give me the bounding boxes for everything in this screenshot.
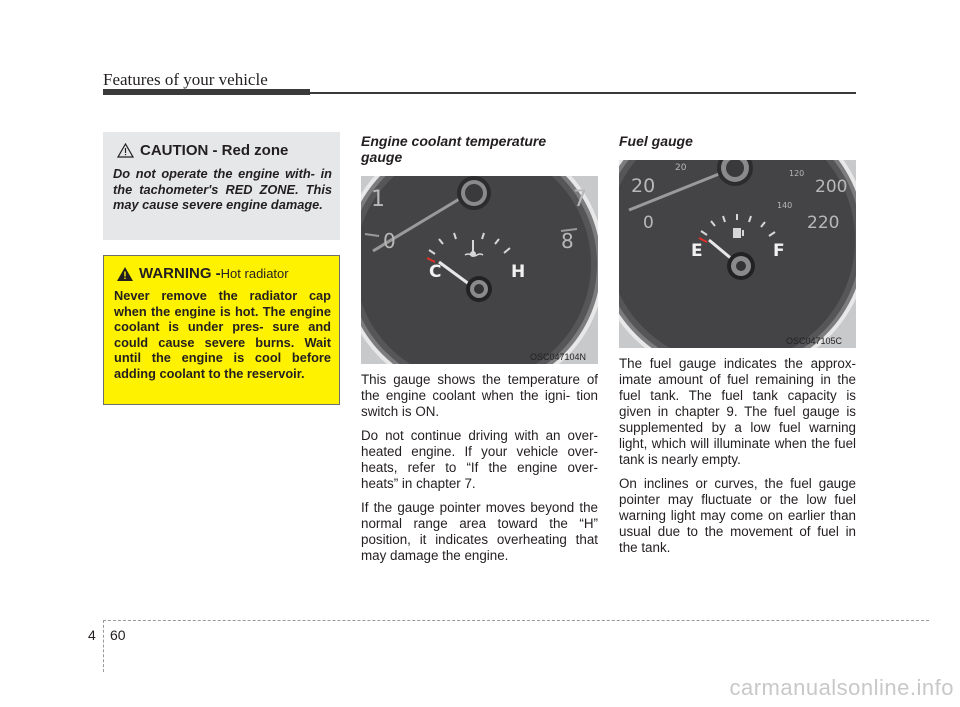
fuel-body — [619, 356, 856, 564]
fuel-scale-220: 220 — [807, 213, 840, 233]
fuel-gauge-figure — [619, 160, 856, 348]
fuel-f-label: F — [773, 241, 785, 261]
coolant-gauge-figure — [361, 176, 598, 364]
watermark: carmanualsonline.info — [729, 675, 954, 700]
fuel-scale-20-small: 20 — [675, 163, 687, 173]
warning-header — [116, 265, 331, 282]
header-rule-thin — [310, 92, 856, 94]
warning-box — [103, 255, 340, 405]
warning-triangle-icon — [116, 266, 134, 282]
fuel-scale-0: 0 — [643, 213, 654, 233]
caution-text: Do not operate the engine with- in the tachometer's RED ZONE. This may cause severe engine damage. — [113, 166, 332, 212]
fuel-heading: Fuel gauge — [619, 133, 693, 149]
warning-text: Never remove the radiator cap when the engine is hot. The engine coolant is under pres- sure and could cause severe burns. Wait until the engine is cool before adding coolant to the reservoir. — [114, 288, 331, 381]
chapter-number: 4 — [88, 627, 96, 643]
caution-box — [103, 132, 340, 240]
coolant-gauge-illustration — [361, 176, 598, 364]
fuel-scale-140: 140 — [777, 201, 793, 210]
fuel-gauge-illustration — [619, 160, 856, 348]
coolant-figure-code: OSC047104N — [530, 352, 587, 362]
coolant-paragraph: This gauge shows the temperature of the engine coolant when the igni- tion switch is ON. — [361, 372, 598, 419]
fuel-e-label: E — [691, 241, 703, 261]
warning-title: WARNING - — [139, 265, 221, 282]
coolant-paragraph: If the gauge pointer moves beyond the normal range area toward the “H” position, it indicates overheating that may damage the engine. — [361, 500, 598, 563]
caution-header — [117, 142, 332, 159]
coolant-scale-7: 7 — [573, 187, 587, 212]
fuel-paragraph: The fuel gauge indicates the approx- imate amount of fuel remaining in the fuel tank. The fuel tank capacity is given in chapter 9. The fuel gauge is supplemented by a low fuel warning light, which will illuminate when the fuel tank is nearly empty. — [619, 356, 856, 467]
coolant-scale-1: 1 — [371, 187, 385, 212]
warning-subtitle: Hot radiator — [220, 266, 289, 281]
coolant-scale-0: 0 — [383, 229, 396, 253]
footer-divider — [103, 620, 104, 672]
coolant-body — [361, 372, 598, 572]
coolant-paragraph: Do not continue driving with an over- heated engine. If your vehicle over- heats, refer to “If the engine over- heats” in chapter 7. — [361, 428, 598, 491]
fuel-figure-code: OSC047105C — [786, 336, 843, 346]
header-title: Features of your vehicle — [103, 70, 268, 89]
fuel-scale-200: 200 — [815, 177, 848, 197]
coolant-h-label: H — [511, 262, 526, 282]
header-rule-thick — [103, 89, 310, 95]
fuel-scale-20: 20 — [631, 175, 656, 197]
coolant-c-label: C — [429, 262, 442, 282]
fuel-paragraph: On inclines or curves, the fuel gauge pointer may fluctuate or the low fuel warning light may come on earlier than usual due to the movement of fuel in the tank. — [619, 476, 856, 555]
page-number: 60 — [110, 627, 126, 643]
caution-title: CAUTION - Red zone — [140, 142, 289, 159]
footer-rule — [103, 620, 929, 621]
coolant-heading: Engine coolant temperature gauge — [361, 133, 547, 165]
coolant-scale-8: 8 — [561, 229, 574, 253]
caution-triangle-icon — [117, 143, 134, 158]
fuel-scale-120: 120 — [789, 169, 805, 178]
